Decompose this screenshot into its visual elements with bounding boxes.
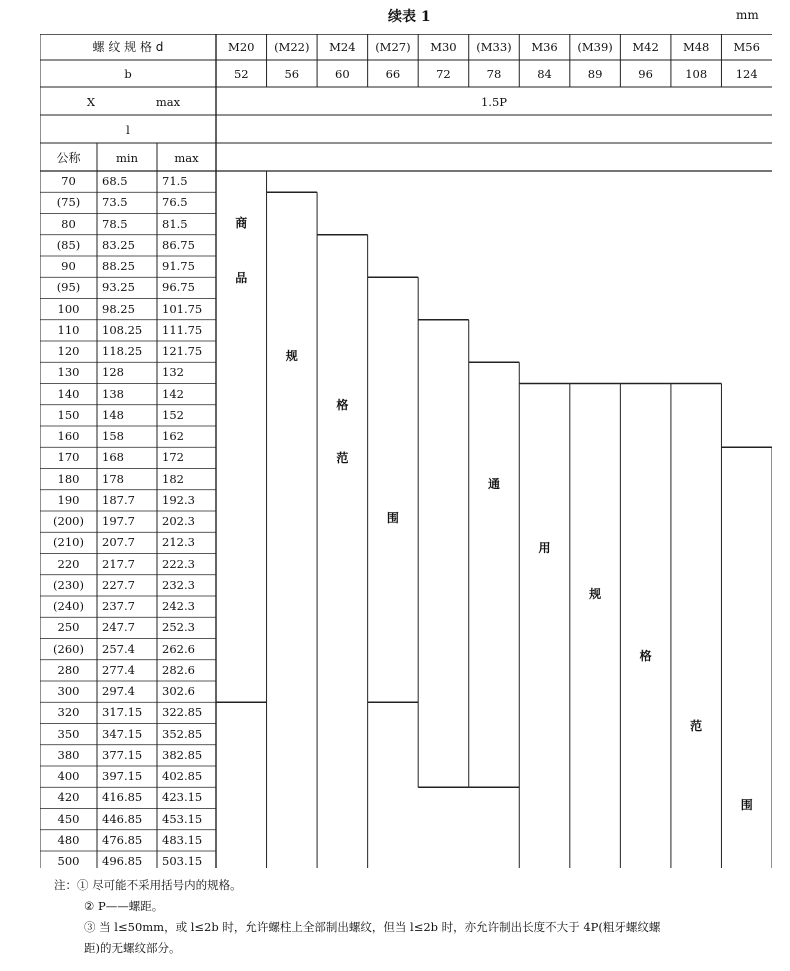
max-20: 242.3 xyxy=(162,599,195,613)
nominal-2: 80 xyxy=(61,216,76,231)
min-8: 118.25 xyxy=(102,344,143,358)
max-16: 202.3 xyxy=(162,514,195,528)
nominal-1: (75) xyxy=(56,195,81,210)
nominal-27: 380 xyxy=(57,747,80,762)
range-band-char-3: 格 xyxy=(336,398,349,413)
b-value-9: 108 xyxy=(685,67,708,81)
range-band-char-5: 围 xyxy=(386,510,399,525)
nominal-19: (230) xyxy=(53,577,84,592)
min-13: 168 xyxy=(102,450,124,465)
nominal-32: 500 xyxy=(57,854,80,868)
b-value-8: 96 xyxy=(638,67,653,81)
min-23: 277.4 xyxy=(102,662,135,677)
min-32: 496.85 xyxy=(102,854,143,868)
nominal-21: 250 xyxy=(57,620,80,635)
max-6: 101.75 xyxy=(162,301,203,316)
nominal-14: 180 xyxy=(57,471,80,486)
range-band-char-1: 品 xyxy=(235,270,248,285)
nominal-13: 170 xyxy=(57,450,80,465)
min-2: 78.5 xyxy=(102,216,128,231)
b-value-1: 56 xyxy=(284,67,300,81)
size-header-7: (M39) xyxy=(577,40,613,54)
nominal-30: 450 xyxy=(57,811,80,826)
nominal-12: 160 xyxy=(57,429,80,443)
max-25: 322.85 xyxy=(162,705,203,720)
min-3: 83.25 xyxy=(102,237,135,252)
nominal-7: 110 xyxy=(57,322,80,337)
size-header-6: M36 xyxy=(531,40,558,54)
size-header-4: M30 xyxy=(430,40,457,54)
max-4: 91.75 xyxy=(162,259,195,273)
unit-label: mm xyxy=(736,8,759,22)
nominal-6: 100 xyxy=(57,301,80,316)
table-caption xyxy=(0,6,790,28)
nominal-11: 150 xyxy=(57,407,80,422)
max-17: 212.3 xyxy=(162,535,195,550)
max-18: 222.3 xyxy=(162,556,195,571)
range-band-char-8: 规 xyxy=(589,587,602,602)
max-23: 282.6 xyxy=(162,662,195,677)
nominal-label: 公称 xyxy=(56,151,81,165)
min-18: 217.7 xyxy=(102,556,135,571)
max-26: 352.85 xyxy=(162,726,203,741)
max-31: 483.15 xyxy=(162,832,203,847)
min-19: 227.7 xyxy=(102,577,135,592)
min-7: 108.25 xyxy=(102,322,143,337)
spec-table xyxy=(40,34,772,868)
note-3-continued: 距)的无螺纹部分。 xyxy=(84,941,181,955)
min-21: 247.7 xyxy=(102,620,135,635)
x-label: X xyxy=(86,95,96,109)
b-value-0: 52 xyxy=(233,67,249,81)
range-band-char-9: 格 xyxy=(639,649,652,663)
max-30: 453.15 xyxy=(162,811,203,826)
min-28: 397.15 xyxy=(102,769,143,783)
min-26: 347.15 xyxy=(102,726,143,741)
min-16: 197.7 xyxy=(102,514,135,528)
max-1: 76.5 xyxy=(162,195,188,210)
min-12: 158 xyxy=(102,429,124,443)
size-header-8: M42 xyxy=(632,40,659,54)
nominal-18: 220 xyxy=(57,556,80,571)
size-header-10: M56 xyxy=(733,40,760,54)
min-15: 187.7 xyxy=(102,492,135,507)
min-22: 257.4 xyxy=(102,641,135,656)
min-5: 93.25 xyxy=(102,280,135,295)
size-header-2: M24 xyxy=(329,40,356,54)
nominal-25: 320 xyxy=(57,705,80,720)
min-6: 98.25 xyxy=(102,301,135,316)
min-25: 317.15 xyxy=(102,705,143,720)
max-5: 96.75 xyxy=(162,280,195,295)
nominal-24: 300 xyxy=(57,684,80,698)
nominal-5: (95) xyxy=(56,280,81,295)
b-value-6: 84 xyxy=(537,67,552,81)
max-24: 302.6 xyxy=(162,684,195,698)
range-band-char-2: 规 xyxy=(285,349,298,364)
min-11: 148 xyxy=(102,407,124,422)
max-22: 262.6 xyxy=(162,641,195,656)
nominal-3: (85) xyxy=(56,237,81,252)
max-11: 152 xyxy=(162,407,184,422)
size-header-1: (M22) xyxy=(274,40,310,54)
max-15: 192.3 xyxy=(162,492,195,507)
nominal-10: 140 xyxy=(57,386,80,401)
range-band-char-7: 用 xyxy=(538,540,551,555)
max-21: 252.3 xyxy=(162,620,195,635)
nominal-17: (210) xyxy=(53,535,84,550)
table-title: 续表 1 xyxy=(388,9,431,25)
nominal-15: 190 xyxy=(57,492,80,507)
max-2: 81.5 xyxy=(162,216,188,231)
nominal-16: (200) xyxy=(53,514,84,528)
b-value-3: 66 xyxy=(385,67,401,81)
b-label: b xyxy=(124,67,132,81)
max-7: 111.75 xyxy=(162,322,203,337)
max-27: 382.85 xyxy=(162,747,203,762)
max-32: 503.15 xyxy=(162,854,203,868)
max-8: 121.75 xyxy=(162,344,203,358)
range-band-char-0: 商 xyxy=(235,215,248,230)
b-value-7: 89 xyxy=(587,67,603,81)
min-27: 377.15 xyxy=(102,747,143,762)
note-1: 注：① 尽可能不采用括号内的规格。 xyxy=(54,878,242,892)
max-10: 142 xyxy=(162,386,184,401)
nominal-22: (260) xyxy=(53,641,84,656)
nominal-28: 400 xyxy=(57,769,80,783)
size-header-3: (M27) xyxy=(375,40,411,54)
min-17: 207.7 xyxy=(102,535,135,550)
notes-section xyxy=(40,875,775,959)
b-value-2: 60 xyxy=(335,67,350,81)
max-12: 162 xyxy=(162,429,184,443)
max-13: 172 xyxy=(162,450,184,465)
max-3: 86.75 xyxy=(162,237,195,252)
range-band-char-6: 通 xyxy=(487,476,500,491)
min-24: 297.4 xyxy=(102,684,135,698)
range-band-char-10: 范 xyxy=(690,719,703,734)
note-3: ③ 当 l≤50mm，或 l≤2b 时，允许螺柱上全部制出螺纹，但当 l≤2b 时，亦允许制出长度不大于 4P(粗牙螺纹螺 xyxy=(84,920,661,934)
size-header-9: M48 xyxy=(682,40,710,54)
max-0: 71.5 xyxy=(162,174,188,188)
nominal-26: 350 xyxy=(57,726,80,741)
nominal-0: 70 xyxy=(61,174,76,188)
min-29: 416.85 xyxy=(102,790,143,805)
min-1: 73.5 xyxy=(102,195,128,210)
thread-spec-label: 螺 纹 规 格 d xyxy=(92,40,164,54)
min-4: 88.25 xyxy=(102,259,135,273)
size-header-0: M20 xyxy=(228,40,255,54)
max-9: 132 xyxy=(162,365,184,380)
nominal-8: 120 xyxy=(57,344,80,358)
nominal-9: 130 xyxy=(57,365,80,380)
b-value-4: 72 xyxy=(436,67,451,81)
max-28: 402.85 xyxy=(162,769,203,783)
max-19: 232.3 xyxy=(162,577,195,592)
min-0: 68.5 xyxy=(102,174,128,188)
b-value-5: 78 xyxy=(486,67,502,81)
min-14: 178 xyxy=(102,471,124,486)
min-9: 128 xyxy=(102,365,124,380)
nominal-23: 280 xyxy=(57,662,80,677)
l-label: l xyxy=(126,123,130,137)
note-2: ② P——螺距。 xyxy=(84,899,164,913)
nominal-29: 420 xyxy=(57,790,80,805)
b-value-10: 124 xyxy=(735,67,758,81)
max-label: max xyxy=(174,151,199,165)
nominal-4: 90 xyxy=(61,259,76,273)
x-max-label: max xyxy=(155,95,181,109)
min-31: 476.85 xyxy=(102,832,143,847)
min-10: 138 xyxy=(102,386,124,401)
range-band-char-4: 范 xyxy=(336,451,349,466)
nominal-31: 480 xyxy=(57,832,80,847)
range-band-char-11: 围 xyxy=(740,797,753,812)
min-20: 237.7 xyxy=(102,599,135,613)
min-label: min xyxy=(116,151,138,165)
min-30: 446.85 xyxy=(102,811,143,826)
nominal-20: (240) xyxy=(53,599,84,613)
max-29: 423.15 xyxy=(162,790,203,805)
size-header-5: (M33) xyxy=(476,40,512,54)
x-value: 1.5P xyxy=(480,95,508,109)
max-14: 182 xyxy=(162,471,184,486)
